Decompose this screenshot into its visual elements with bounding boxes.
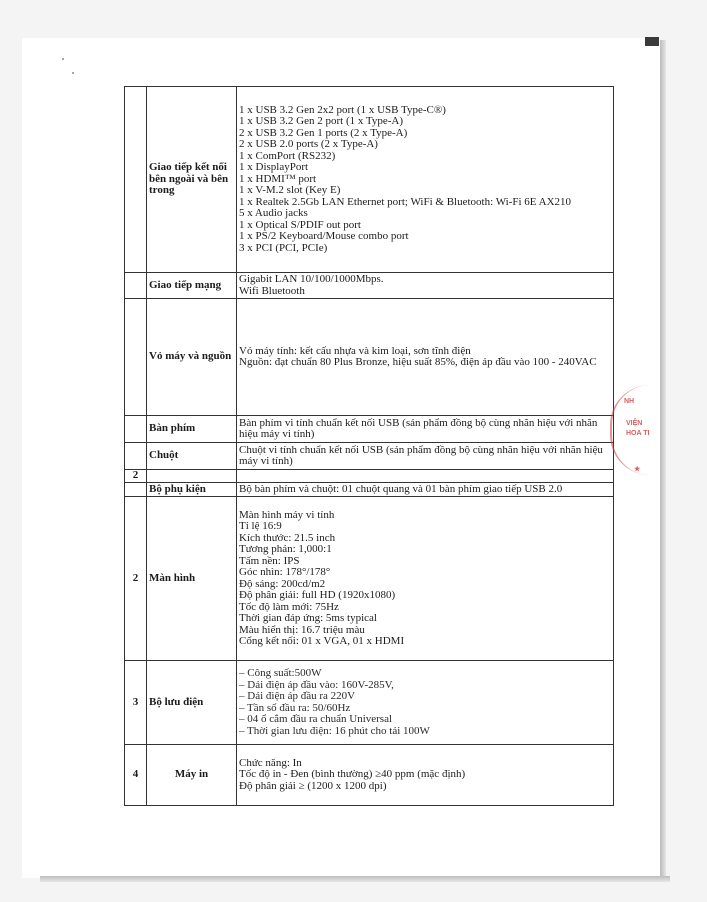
page-bottom-shadow bbox=[40, 876, 670, 882]
text-line: – Công suất:500W bbox=[239, 668, 322, 679]
text-line: 1 x DisplayPort bbox=[239, 162, 309, 174]
row-num-cell bbox=[125, 416, 147, 443]
row-label: Màn hình bbox=[147, 497, 237, 661]
text-line: Độ phân giải ≥ (1200 x 1200 dpi) bbox=[239, 780, 387, 792]
row-label: Giao tiếp kết nối bên ngoài và bên trong bbox=[147, 87, 237, 273]
text-line: Chuột vi tính chuẩn kết nối USB (sản phẩm đồng bộ cùng nhãn hiệu với nhãn hiệu máy vi tính) bbox=[239, 443, 603, 467]
text-line: Tốc độ làm mới: 75Hz bbox=[239, 601, 339, 613]
text-line: 5 x Audio jacks bbox=[239, 208, 308, 220]
text-line: 2 x USB 2.0 ports (2 x Type-A) bbox=[239, 139, 378, 151]
stamp-star-icon: ★ bbox=[634, 466, 641, 473]
row-accessories bbox=[125, 483, 614, 497]
stamp-text: NH bbox=[624, 398, 635, 405]
row-group-2 bbox=[125, 470, 614, 483]
text-line: Màu hiển thị: 16.7 triệu màu bbox=[239, 624, 365, 636]
text-line: 1 x Optical S/PDIF out port bbox=[239, 219, 361, 231]
row-monitor bbox=[125, 497, 614, 661]
scan-speck bbox=[62, 58, 64, 60]
row-label: Bộ phụ kiện bbox=[147, 483, 237, 497]
text-line: Kích thước: 21.5 inch bbox=[239, 532, 336, 544]
text-line: Vỏ máy tính: kết cấu nhựa và kim loại, sơn tĩnh điện bbox=[239, 344, 471, 357]
row-interfaces bbox=[125, 87, 614, 273]
row-content bbox=[237, 483, 614, 497]
row-num-cell bbox=[125, 483, 147, 497]
row-content bbox=[237, 443, 614, 470]
row-keyboard bbox=[125, 416, 614, 443]
text-line: 1 x PS/2 Keyboard/Mouse combo port bbox=[239, 231, 409, 243]
row-printer bbox=[125, 745, 614, 806]
text-line: 1 x ComPort (RS232) bbox=[239, 150, 336, 162]
row-label: Vỏ máy và nguồn bbox=[147, 299, 237, 416]
text-line: Màn hình máy vi tính bbox=[239, 509, 335, 521]
row-content bbox=[237, 299, 614, 416]
row-content bbox=[237, 497, 614, 661]
text-line: 1 x HDMI™ port bbox=[239, 173, 317, 185]
row-content bbox=[237, 661, 614, 745]
text-line: Gigabit LAN 10/100/1000Mbps. bbox=[239, 274, 384, 285]
row-network bbox=[125, 273, 614, 299]
row-num: 3 bbox=[125, 661, 147, 745]
row-label: Chuột bbox=[147, 443, 237, 470]
text-line: Chức năng: In bbox=[239, 757, 302, 769]
row-mouse bbox=[125, 443, 614, 470]
text-line: Tốc độ in - Đen (bình thường) ≥40 ppm (mặc định) bbox=[239, 769, 466, 781]
text-line: Tương phản: 1,000:1 bbox=[239, 544, 332, 555]
row-label: Bàn phím bbox=[147, 416, 237, 443]
stamp-text: VIỆN bbox=[626, 420, 643, 427]
text-line: – Thời gian lưu điện: 16 phút cho tải 100W bbox=[239, 725, 430, 737]
row-label: Máy in bbox=[147, 745, 237, 806]
text-line: Tấm nền: IPS bbox=[239, 555, 300, 567]
text-line: Wifi Bluetooth bbox=[239, 285, 305, 297]
scan-corner-mark bbox=[645, 37, 659, 46]
text-line: Độ phân giải: full HD (1920x1080) bbox=[239, 590, 396, 601]
text-line: 2 x USB 3.2 Gen 1 ports (2 x Type-A) bbox=[239, 127, 408, 139]
text-line: – Dải điện áp đầu ra 220V bbox=[239, 691, 356, 702]
text-line: Nguồn: đạt chuẩn 80 Plus Bronze, hiệu suất 85%, điện áp đầu vào 100 - 240VAC bbox=[239, 356, 597, 368]
row-num-cell bbox=[125, 273, 147, 299]
row-content bbox=[237, 87, 614, 273]
row-label: Bộ lưu điện bbox=[147, 661, 237, 745]
text-line: – Dải điện áp đầu vào: 160V-285V, bbox=[239, 679, 394, 691]
text-line: Độ sáng: 200cd/m2 bbox=[239, 578, 326, 590]
text-line: 1 x Realtek 2.5Gb LAN Ethernet port; WiFi & Bluetooth: Wi-Fi 6E AX210 bbox=[239, 196, 572, 208]
text-line: – 04 ổ cắm đầu ra chuẩn Universal bbox=[239, 714, 393, 725]
row-label: Giao tiếp mạng bbox=[147, 273, 237, 299]
row-num: 4 bbox=[125, 745, 147, 806]
text-line: Bộ bàn phím và chuột: 01 chuột quang và 01 bàn phím giao tiếp USB 2.0 bbox=[239, 483, 563, 495]
row-num-cell bbox=[125, 299, 147, 416]
text-line: Bàn phím vi tính chuẩn kết nối USB (sản phẩm đồng bộ cùng nhãn hiệu với nhãn hiệu máy vi tính) bbox=[239, 416, 598, 440]
row-content-empty bbox=[237, 470, 614, 483]
row-label-empty bbox=[147, 470, 237, 483]
text-line: Góc nhìn: 178°/178° bbox=[239, 567, 331, 578]
row-case-power bbox=[125, 299, 614, 416]
text-line: – Tần số đầu ra: 50/60Hz bbox=[239, 702, 351, 714]
spec-table bbox=[124, 86, 614, 806]
row-ups bbox=[125, 661, 614, 745]
row-content bbox=[237, 745, 614, 806]
text-line: Cổng kết nối: 01 x VGA, 01 x HDMI bbox=[239, 636, 405, 647]
row-num-cell bbox=[125, 87, 147, 273]
stamp-text: HOA TI bbox=[626, 430, 650, 437]
row-num-cell bbox=[125, 443, 147, 470]
text-line: 1 x USB 3.2 Gen 2 port (1 x Type-A) bbox=[239, 116, 404, 128]
row-num: 2 bbox=[125, 497, 147, 661]
scan-speck bbox=[72, 72, 74, 74]
text-line: 3 x PCI (PCI, PCIe) bbox=[239, 242, 328, 254]
text-line: Tỉ lệ 16:9 bbox=[239, 521, 282, 532]
text-line: 1 x V-M.2 slot (Key E) bbox=[239, 185, 341, 197]
red-seal-stamp bbox=[610, 385, 672, 475]
row-content bbox=[237, 416, 614, 443]
text-line: 1 x USB 3.2 Gen 2x2 port (1 x USB Type-C®) bbox=[239, 104, 446, 116]
row-num: 2 bbox=[125, 470, 147, 483]
row-content bbox=[237, 273, 614, 299]
text-line: Thời gian đáp ứng: 5ms typical bbox=[239, 613, 377, 624]
